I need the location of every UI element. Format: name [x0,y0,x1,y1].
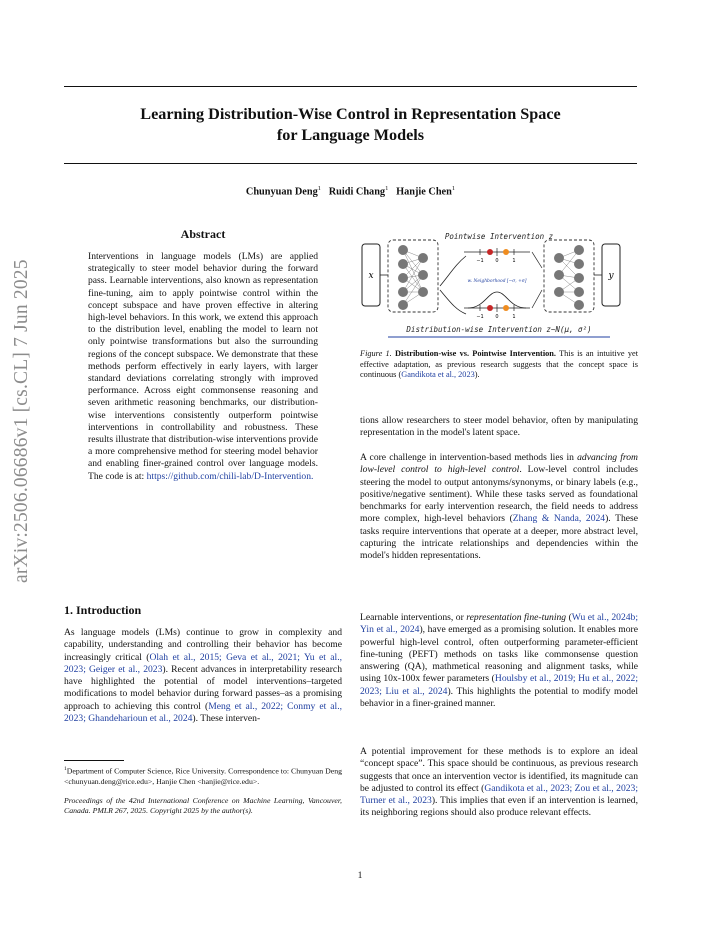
paragraph-text: ). This implies that even if an intervention is learned, its neighboring regions should also produce relevant effects. [360,795,639,819]
right-paragraph-2 [360,452,638,563]
arxiv-stamp: arXiv:2506.06686v1 [cs.CL] 7 Jun 2025 [11,259,32,583]
caption-title: Distribution-wise vs. Pointwise Intervention. [395,349,556,358]
right-paragraph-3: Learnable interventions, or representation fine-tuning (Wu et al., 2024b; Yin et al., 2024), have emerged as a promising solution. It enables more powerful high-level control, often outperforming parameter-efficient fine-tuning (PEFT) methods on tasks like commonsense question answering (QA), mathmetical reasoning and alignment tasks, while using 10x-100x fewer parameters (Houlsby et al., 2019; Hu et al., 2022; 2023; Liu et al., 2024). This highlights the potential to modify model behavior in a finer-grained manner. [360,612,638,710]
tick-label: 1 [512,314,516,320]
intro-paragraph [64,627,342,725]
author-affil-mark: 1 [451,185,456,192]
title-bottom-rule [64,163,637,164]
input-label: x [368,271,374,281]
intro-text: ). Recent advances in interpretability research have highlighted the potential of model interventions–targeted modifications to model behavior during forward passes–as a promising approach to achieving this control ( [64,663,342,712]
right-network-box [544,240,594,312]
right-paragraph-1: tions allow researchers to steer model behavior, often by manipulating representation in the model's latent space. [360,415,638,439]
footnote-rule [64,760,124,761]
left-network-nodes [398,245,428,310]
paper-title [64,104,637,146]
proceedings-footnote: Proceedings of the 42nd International Conference on Machine Learning, Vancouver, Canada. PMLR 267, 2025. Copyright 2025 by the author(s). [64,796,342,815]
paragraph-text: . Low-level control includes steering the model to output antonyms/synonyms, or binary labels (e.g., positive/negative sentiment). While these tasks served as foundational benchmarks for early intervention research, the field needs to address more complex, high-level behaviors ( [360,464,638,525]
caption-label: Figure 1. [360,349,392,358]
title-line-1: Learning Distribution-Wise Control in Representation Space [140,105,561,123]
right-paragraph-4 [360,746,638,820]
paragraph-text: A core challenge in intervention-based methods lies in [360,452,578,463]
abstract-text: Interventions in language models (LMs) are applied strategically to steer model behavior during the forward pass. Learnable interventions, also known as representation fine-tuning, aim to apply pointwise control within the concept subspace and have proven effective in altering high-level behaviors. In this work, we extend this approach to the distribution level, enabling the model to learn not only pointwise transformations but also the surrounding regions of the concept subspace. We demonstrate that these methods perform effectively in early layers, with larger standard deviations correlating strongly with improved performance. Across eight commonsense reasoning and seven arithmetic reasoning benchmarks, our distribution-wise interventions consistently outperform pointwise interventions in controllability and robustness. These results illustrate that distribution-wise interventions provide a more comprehensive method for steering model behavior and enabling finer-grained control over language models. The code is at: [88,251,318,482]
section-heading-introduction: 1. Introduction [64,603,142,617]
citation-link[interactable]: Houlsby et al., 2019; Hu et al., 2022; 2023; Liu et al., 2024 [360,673,638,697]
tick-label: −1 [476,314,484,320]
distribution-label: Distribution-wise Intervention z~N(μ, σ²) [406,325,592,334]
merge-arrow-top [532,252,542,268]
footnote-mark: 1 [64,766,67,772]
neighborhood-label: w. Neighborhood [−σ, +σ] [467,279,527,284]
author-affil-mark: 1 [317,185,321,192]
caption-text: ). [474,370,480,380]
author-name: Hanjie Chen [396,186,452,198]
citation-link[interactable]: Gandikota et al., 2023 [401,370,475,380]
paragraph-text: A potential improvement for these methods is to explore an ideal “concept space”. This space should be continuous, as previous research suggests that once an intervention vector is identified, its magnitude can be adjusted to control its effect ( [360,746,638,794]
paragraph-text: ). This highlights the potential to modify model behavior in a finer-grained manner. [360,685,638,710]
citation-link[interactable]: Zhang & Nanda, 2024 [512,513,606,525]
paragraph-emphasis: representation fine-tuning [466,612,567,623]
figure-1-diagram [360,228,638,340]
pointwise-label: Pointwise Intervention z [444,232,554,241]
distribution-red-point [487,305,493,311]
citation-link[interactable]: Wu et al., 2024b; Yin et al., 2024 [360,612,638,636]
distribution-orange-point [503,305,509,311]
tick-label: −1 [476,258,484,264]
citation-link[interactable]: Gandikota et al., 2023; Zou et al., 2023; Turner et al., 2023 [360,782,638,807]
paragraph-text: ). These tasks require interventions that operate at a deeper, more abstract level, capturing the intricate relationships and dependencies within the model's hidden representations. [360,513,638,562]
author-name: Chunyuan Deng [245,186,318,198]
right-network-nodes [554,245,584,310]
pointwise-orange-point [503,249,509,255]
citation-link[interactable]: Olah et al., 2015; Geva et al., 2021; Yu et al., 2023; Geiger et al., 2023 [64,651,342,675]
paragraph-text: ), have emerged as a promising solution. It enables more powerful high-level control, often outperforming parameter-efficient fine-tuning (PEFT) methods on tasks like commonsense question answering (QA), mathmetical reasoning and alignment tasks, while using 10x-100x fewer parameters ( [360,624,638,685]
author-list [64,185,637,197]
left-network-box [388,240,438,312]
abstract-body [88,251,318,483]
tick-label: 1 [512,258,516,264]
affiliation-footnote [64,764,342,787]
tick-label: 0 [495,258,499,264]
upper-branch-arrow [440,256,466,286]
output-label: y [608,271,614,281]
merge-arrow-bottom [532,290,542,308]
intro-text: ). These interven- [192,713,261,725]
citation-link[interactable]: Meng et al., 2022; Conmy et al., 2023; Ghandeharioun et al., 2024 [64,700,343,725]
caption-text: This is an intuitive yet effective adaptation, as previous research suggests that the concept space is continuous ( [360,349,638,380]
paragraph-text: Learnable interventions, or [360,612,467,623]
abstract-heading: Abstract [180,227,226,241]
title-line-2: for Language Models [276,126,425,144]
page-number: 1 [357,870,363,881]
figure-1 [360,228,638,340]
title-top-rule [64,86,637,87]
author-name: Ruidi Chang [328,186,386,198]
author-affil-mark: 1 [385,185,389,192]
footnote-text: Department of Computer Science, Rice University. Correspondence to: Chunyuan Deng <chunyuan.deng@rice.edu>, Hanjie Chen <hanjie@rice.edu>. [64,766,342,786]
intro-text: As language models (LMs) continue to grow in complexity and capability, understanding and controlling their behavior has become increasingly critical ( [64,627,342,663]
figure-1-caption [360,349,638,381]
code-link[interactable]: https://github.com/chili-lab/D-Intervention. [146,470,314,482]
tick-label: 0 [495,314,499,320]
pointwise-red-point [487,249,493,255]
paragraph-emphasis: advancing from low-level control to high-level control [360,452,638,476]
lower-branch-arrow [440,290,466,314]
